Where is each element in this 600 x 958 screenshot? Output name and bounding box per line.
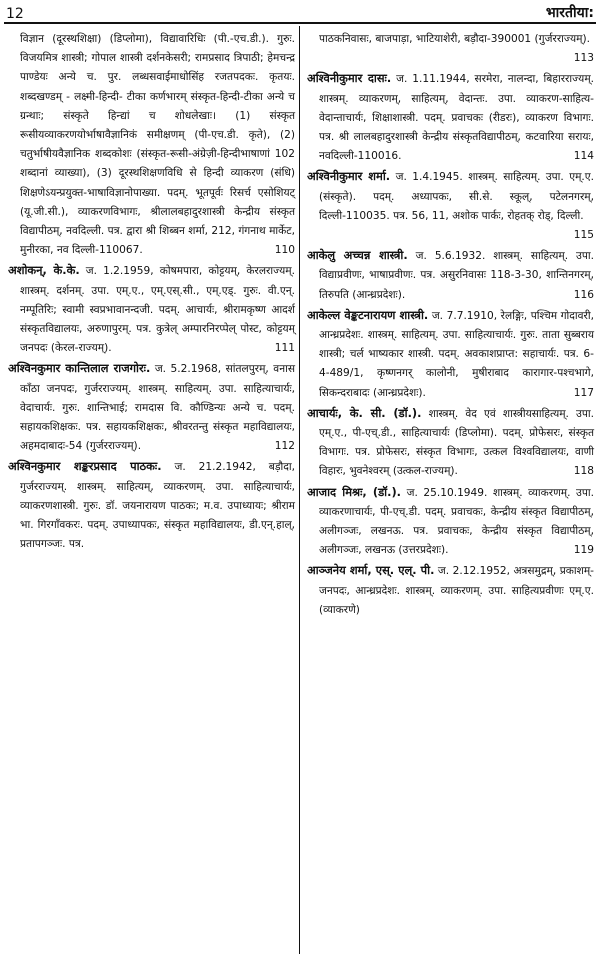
- entry-text: शास्त्रम्. वेद एवं शास्त्रीयसाहित्यम्. उपा. एम्.ए., पी-एच्.डी., साहित्याचार्यः (डिप्लोमा). पदम्. प्रोफेसरः, संस्कृत विभागः. पत्र. प्रोफेसरः, संस्कृत विभागः, उत्कल विश्वविद्यालयः, वाणी विहारः, भुवनेश्वरम् (उत्कल-राज्यम्).: [319, 407, 594, 478]
- entry-page: 119: [573, 544, 594, 557]
- entry-text: विज्ञान (दूरस्थशिक्षा) (डिप्लोमा), विद्यावारिधिः (पी.-एच.डी.). गुरुः. विजयमित्र शास्त्री; गोपाल शास्त्री दर्शनकेसरी; रामप्रसाद त्रिपाठी; हेमचन्द्र पाण्डेयः अन्ये च. पुर. लब्धसवाईमाधोसिंह रजतपदकः. कृतयः. शब्दखण्डम् - लक्ष्मी-हिन्दी- टीका कर्णभारम् संस्कृत-हिन्दी-टीका अन्ये च ग्रन्थाः; संस्कृते हिन्द्यां च शोधलेखाः। (1) संस्कृत रूसीयव्याकरणयोर्भाषावैज्ञानिकं समीक्षणम् (पी-एच.डी. कृते), (2) चतुर्भाषीयवैज्ञानिक शब्दकोशः (संस्कृत-रूसी-अंग्रेज़ी-हिन्दीभाषाणां 102 शब्दानां व्याख्या), (3) दूरस्थशिक्षणविधि से हिन्दी व्याकरण (संधि) शिक्षणेऽयन्प्रयुक्त-भाषाविज्ञानोपाख्या. पदम्. भूतपूर्वः रिसर्च एसोशियट् (यू.जी.सी.), व्याकरणविभागः, श्रीलालबहादुरशास्त्री केन्द्रीय संस्कृत विद्यापीठम्, नवदिल्ली. पत्र. द्वारा श्री शिब्बन शर्मा, 212, गंगनाथ मार्केट, मुनीरका, नव दिल्ली-110067.: [20, 33, 295, 257]
- entry-headword: आचार्यः, के. सी. (डॉ.).: [307, 405, 422, 420]
- entry-text: ज. 7.7.1910, रेलङ्गिः, पश्चिम गोदावरी, आन्ध्रप्रदेशः. शास्त्रम्. साहित्यम्. उपा. साहित्याचार्यः. गुरुः. ताता सुब्बराय शास्त्री; चर्ल भाष्यकार शास्त्री. पदम्. अवकाशप्राप्त: सहाचार्यः. पत्र. 6-4-489/1, कृष्णनगर् कालोनी, मुषीराबाद कारागार-पश्चभागे, सिकन्दराबादः (आन्ध्रप्रदेशः).: [319, 309, 594, 399]
- entry-text: ज. 1.2.1959, कोषमपारा, कोट्टयम्, केरलराज्यम्. शास्त्रम्. दर्शनम्. उपा. एम्.ए., एम्.एस्.सी., एम्.एड्. गुरुः. वी.एन्. नम्पूतिरिः; स्वामी स्वप्रभावानन्दजी. पदम्. आचार्यः, श्रीरामकृष्ण आदर्श संस्कृतविद्यालयः, अरुणापुरम्. पत्र. कुत्रेल् अम्पारनिरप्पेल् पोस्ट, कोट्टयम् जनपदः (केरल-राज्यम्).: [20, 265, 295, 355]
- entry-page: 114: [573, 150, 594, 163]
- entry: [8, 30, 295, 260]
- entry-page: 115: [573, 229, 594, 242]
- header-rule: [4, 22, 596, 24]
- entry-text: ज. 1.4.1945. शास्त्रम्. साहित्यम्. उपा. एम्.ए. (संस्कृते). पदम्. अध्यापकः, सी.से. स्कूल्, पटेलनगरम्, दिल्ली-110035. पत्र. 56, 11, अशोक पार्कः, रोहतक् रोड्, दिल्ली.: [319, 171, 595, 222]
- entry-headword: अश्विनीकुमार दासः.: [307, 71, 392, 86]
- entry: [307, 167, 594, 245]
- page-number: 12: [6, 6, 24, 22]
- entry-headword: आजाद मिश्रः, (डॉ.).: [307, 484, 401, 499]
- entry-headword: आञ्जनेय शर्मा, एस्. एल्. पी.: [307, 563, 435, 578]
- entry-page: 118: [573, 465, 594, 478]
- entry-headword: अशोकन्, के.के.: [8, 263, 80, 278]
- page-header: [6, 2, 594, 22]
- entry-page: 110: [274, 244, 295, 257]
- left-column: [8, 30, 295, 555]
- entry: [8, 359, 295, 456]
- entry: [307, 561, 594, 620]
- entry: [307, 404, 594, 482]
- entry-headword: अश्विनीकुमार शर्मा.: [307, 169, 391, 184]
- entry-text: पाठकनिवासः, बाजपाड़ा, भाटियाशेरी, बड़ौदा-390001 (गुर्जरराज्यम्).: [319, 33, 590, 45]
- entry-page: 113: [573, 52, 594, 65]
- entry: [307, 483, 594, 561]
- entry-headword: आकेलु अच्चन्न शास्त्री.: [307, 248, 408, 263]
- entry-text: ज. 2.12.1952, अत्रसमुद्रम्, प्रकाशम्-जनपदः, आन्ध्रप्रदेशः. शास्त्रम्. व्याकरणम्. उपा. साहित्यप्रवीणः एम्.ए. (व्याकरणे): [319, 565, 594, 616]
- entry-page: 117: [573, 386, 594, 399]
- entry-headword: अश्विनकुमार शङ्करप्रसाद पाठकः.: [8, 459, 162, 474]
- entry: [8, 261, 295, 358]
- entry: [307, 246, 594, 305]
- entry-page: 116: [573, 288, 594, 301]
- entry: [307, 30, 594, 68]
- entry: [307, 306, 594, 403]
- entry-text: ज. 5.6.1932. शास्त्रम्. साहित्यम्. उपा. विद्याप्रवीणः, भाषाप्रवीणः. पत्र. असुरनिवासः 118-3-30, शान्तिनगरम्, तिरुपति (आन्ध्रप्रदेशः).: [319, 250, 594, 301]
- entry-text: ज. 21.2.1942, बड़ौदा, गुर्जरराज्यम्. शास्त्रम्. साहित्यम्, व्याकरणम्. उपा. साहित्याचार्यः, व्याकरणशास्त्री. गुरुः. डॉ. जयनारायण पाठकः; म.व. उपाध्यायः; श्रीराम भा. गिरगाँवकरः. पदम्. उपाध्यापकः, संस्कृत महाविद्यालयः, डी.एन्.हाल्, प्रतापगञ्जः. पत्र.: [20, 461, 295, 551]
- entry-text: ज. 5.2.1968, सांतलपुरम्, वनास काँठा जनपदः, गुर्जरराज्यम्. शास्त्रम्. साहित्यम्. उपा. साहित्याचार्यः, वेदाचार्यः. गुरुः. शान्तिभाई; रामदास वि. कौण्डिन्यः अन्ये च. पदम्. सहायकशिक्षकः. पत्र. सहायकशिक्षकः, श्रीवरतन्तु संस्कृत महाविद्यालयः, अहमदाबादः-54 (गुर्जरराज्यम्).: [20, 363, 295, 453]
- entry-text: ज. 25.10.1949. शास्त्रम्. व्याकरणम्. उपा. व्याकरणाचार्यः, पी-एच्.डी. पदम्. प्रवाचकः, केन्द्रीय संस्कृत विद्यापीठम्, अलीगञ्जः, लखनऊ. पत्र. प्रवाचकः, केन्द्रीय संस्कृत विद्यापीठम्, अलीगञ्जः, लखनऊ (उत्तरप्रदेशः).: [319, 486, 594, 557]
- entry-page: 111: [274, 342, 295, 355]
- entry-headword: आकेल्ल वेङ्कटनारायण शास्त्री.: [307, 307, 429, 322]
- column-divider: [299, 26, 300, 954]
- running-title: भारतीया:: [545, 5, 594, 21]
- entry: [8, 457, 295, 554]
- entry: [307, 69, 594, 166]
- right-column: [307, 30, 594, 621]
- entry-page: 112: [274, 440, 295, 453]
- entry-text: ज. 1.11.1944, सरमेरा, नालन्दा, बिहारराज्यम्. शास्त्रम्. व्याकरणम्, साहित्यम्, वेदान्तः. उपा. व्याकरण-साहित्य-वेदान्ताचार्यः, शिक्षाशास्त्री. पदम्. प्रवाचकः (रीडरः), व्याकरण विभागः. पत्र. श्री लालबहादुरशास्त्री केन्द्रीय संस्कृतविद्यापीठम्, कटवारिया सरायः, नवदिल्ली-110016.: [319, 73, 595, 163]
- entry-headword: अश्विनकुमार कान्तिलाल राजगोरः.: [8, 361, 151, 376]
